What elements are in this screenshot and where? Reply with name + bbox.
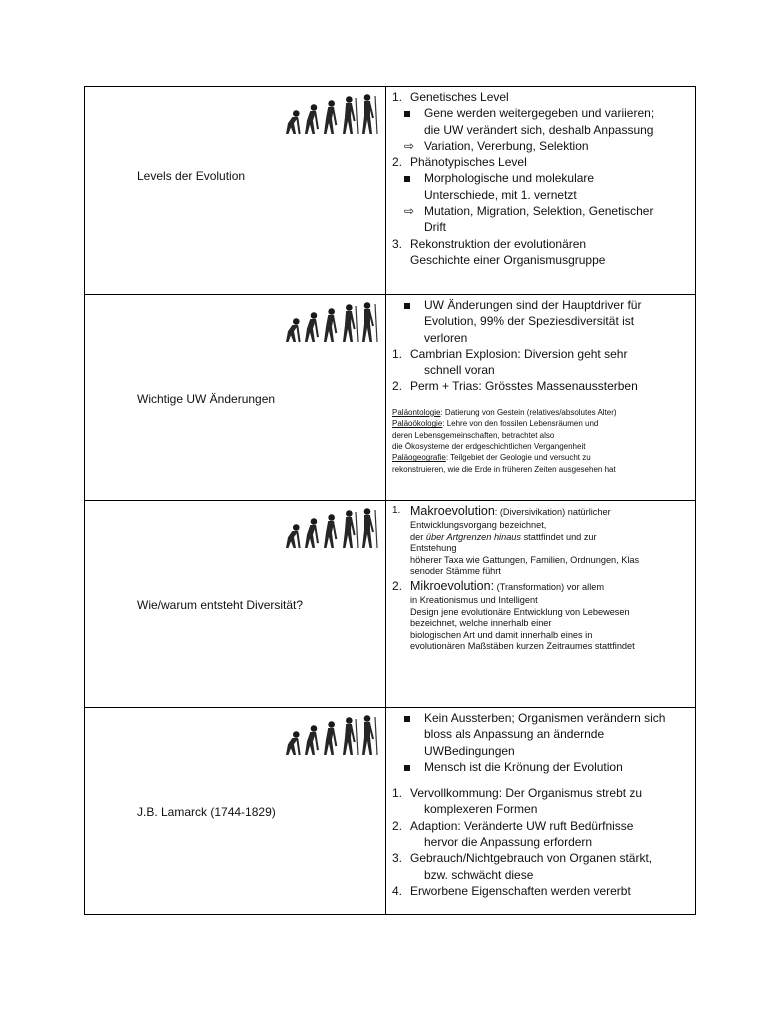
- list-text: bzw. schwächt diese: [424, 867, 534, 882]
- list-text: Unterschiede, mit 1. vernetzt: [424, 187, 577, 202]
- square-bullet-icon: [404, 297, 410, 313]
- card-topic-cell: [85, 708, 386, 915]
- glossary-line: [392, 441, 691, 452]
- evolution-icon: [283, 91, 379, 135]
- glossary-text: : Lehre von den fossilen Lebensräumen und: [442, 419, 599, 429]
- definition-line: biologischen Art und damit innerhalb eines in: [410, 629, 593, 640]
- glossary-text: deren Lebensgemeinschaften, betrachtet also: [392, 430, 555, 440]
- makro-title: Makroevolution: [410, 504, 495, 518]
- definition-line: evolutionären Maßstäben kurzen Zeitraumes stattfindet: [410, 641, 635, 652]
- list-number: 2.: [392, 155, 403, 170]
- list-item: [392, 801, 691, 817]
- hominid-figure-icon: [324, 100, 336, 134]
- card-row: [85, 295, 696, 501]
- glossary-line: [392, 464, 691, 475]
- arrow-bullet-icon: ⇨: [404, 138, 415, 153]
- list-item: [392, 313, 691, 329]
- list-text: Evolution, 99% der Speziesdiversität ist: [424, 314, 635, 329]
- card-content-cell: [386, 708, 696, 915]
- card-topic: Wie/warum entsteht Diversität?: [137, 598, 304, 612]
- glossary-term: Paläoökologie: [392, 419, 443, 429]
- card-content-cell: [386, 87, 696, 295]
- definition-line: bezeichnet, welche innerhalb einer: [410, 618, 552, 629]
- square-bullet-icon: [404, 710, 410, 726]
- list-item: [392, 297, 691, 313]
- evolution-icon: [283, 712, 379, 756]
- list-text: Gebrauch/Nichtgebrauch von Organen stärkt,: [410, 851, 653, 866]
- list-text: hervor die Anpassung erfordern: [424, 835, 593, 850]
- hominid-figure-icon: [305, 104, 318, 134]
- hominid-figure-icon: [362, 94, 377, 134]
- card-lines: [392, 89, 691, 268]
- list-item: [392, 710, 691, 726]
- list-item: [392, 818, 691, 834]
- card-row: [85, 708, 696, 915]
- card-topic: J.B. Lamarck (1744-1829): [137, 805, 276, 819]
- list-item: [392, 122, 691, 138]
- arrow-bullet-icon: ⇨: [404, 204, 415, 219]
- card-lines: [392, 710, 691, 899]
- list-number: 2.: [392, 379, 403, 394]
- glossary-line: [392, 407, 691, 418]
- list-item: [392, 503, 691, 520]
- card-row: [85, 87, 696, 295]
- list-item: [392, 330, 691, 346]
- italic-phrase: über Artgrenzen hinaus: [425, 531, 522, 542]
- hominid-figure-icon: [286, 524, 300, 548]
- hominid-figure-icon: [305, 518, 318, 548]
- square-bullet-icon: [404, 759, 410, 775]
- hominid-figure-icon: [286, 731, 300, 755]
- list-text: Mutation, Migration, Selektion, Genetischer: [424, 204, 654, 219]
- card-lines: [392, 297, 691, 395]
- list-text: verloren: [424, 330, 468, 345]
- list-number: 1.: [392, 346, 403, 361]
- list-item: [392, 105, 691, 121]
- list-text: Genetisches Level: [410, 90, 509, 104]
- definition-line: in Kreationismus und Intelligent: [410, 595, 538, 606]
- card-topic: Levels der Evolution: [137, 169, 246, 183]
- list-text: Drift: [424, 220, 446, 235]
- list-item: [392, 236, 691, 252]
- list-number: 1.: [392, 505, 401, 516]
- list-text: Geschichte einer Organismusgruppe: [410, 252, 606, 267]
- card-topic-cell: [85, 501, 386, 708]
- glossary-text: : Datierung von Gestein (relatives/absolutes Alter): [440, 407, 617, 417]
- glossary-term: Paläogeografie: [392, 453, 446, 463]
- hominid-figure-icon: [305, 725, 318, 755]
- list-item: [392, 850, 691, 866]
- list-number: 2.: [392, 578, 403, 593]
- list-number: 3.: [392, 236, 403, 251]
- list-item: [392, 834, 691, 850]
- mikro-lines: [392, 595, 691, 653]
- list-text: Gene werden weitergegeben und variieren;: [424, 106, 655, 121]
- list-text: Phänotypisches Level: [410, 155, 527, 170]
- card-content-cell: [386, 295, 696, 501]
- hominid-figure-icon: [305, 312, 318, 342]
- hominid-figure-icon: [343, 717, 358, 755]
- list-text: Cambrian Explosion: Diversion geht sehr: [410, 346, 628, 361]
- list-number: 1.: [392, 786, 403, 801]
- card-content-cell: [386, 501, 696, 708]
- hominid-figure-icon: [286, 318, 300, 342]
- list-text: Kein Aussterben; Organismen verändern sich: [424, 711, 666, 725]
- list-item: [392, 138, 691, 154]
- list-text: Perm + Trias: Grösstes Massenaussterben: [410, 379, 638, 394]
- square-bullet-icon: [404, 105, 410, 121]
- glossary-text: die Ökosysteme der erdgeschichtlichen Vergangenheit: [392, 442, 586, 451]
- definition-line: der über Artgrenzen hinaus stattfindet und zur: [410, 531, 597, 542]
- glossary: [392, 407, 691, 475]
- makro-lines: [392, 520, 691, 578]
- definition-line: Entwicklungsvorgang bezeichnet,: [410, 520, 547, 531]
- glossary-term: Paläontologie: [392, 407, 441, 417]
- list-number: 2.: [392, 818, 403, 833]
- list-item: [392, 154, 691, 170]
- list-text: Rekonstruktion der evolutionären: [410, 236, 587, 251]
- hominid-figure-icon: [324, 514, 336, 548]
- evolution-icon: [283, 299, 379, 343]
- square-bullet-icon: [404, 170, 410, 186]
- list-item: [392, 578, 691, 595]
- list-number: 1.: [392, 90, 403, 104]
- hominid-figure-icon: [362, 715, 377, 755]
- list-text: bloss als Anpassung an ändernde: [424, 727, 605, 742]
- list-text: UWBedingungen: [424, 743, 515, 758]
- list-text: Mensch ist die Krönung der Evolution: [424, 759, 623, 774]
- list-text: Erworbene Eigenschaften werden vererbt: [410, 883, 631, 898]
- list-number: 3.: [392, 851, 403, 866]
- hominid-figure-icon: [343, 96, 358, 134]
- list-item: [392, 219, 691, 235]
- mikro-desc: (Transformation) vor allem: [494, 581, 605, 592]
- list-item: [392, 378, 691, 394]
- hominid-figure-icon: [324, 721, 336, 755]
- list-text: Vervollkommung: Der Organismus strebt zu: [410, 786, 643, 801]
- hominid-figure-icon: [343, 304, 358, 342]
- hominid-figure-icon: [362, 508, 377, 548]
- list-item: [392, 726, 691, 742]
- glossary-line: [392, 418, 691, 429]
- flashcard-table: [84, 86, 696, 915]
- list-text: UW Änderungen sind der Hauptdriver für: [424, 298, 642, 312]
- list-text: schnell voran: [424, 363, 495, 378]
- spacer: [392, 775, 691, 785]
- glossary-line: [392, 452, 691, 463]
- definition-line: senoder Stämme führt: [410, 566, 501, 577]
- list-item: [392, 89, 691, 105]
- list-text: Variation, Vererbung, Selektion: [424, 138, 589, 153]
- list-text: komplexeren Formen: [424, 802, 538, 817]
- list-item: [392, 362, 691, 378]
- glossary-text: : Teilgebiet der Geologie und versucht zu: [445, 453, 591, 463]
- makro-desc: : (Diversivikation) natürlicher: [494, 507, 611, 517]
- hominid-figure-icon: [343, 510, 358, 548]
- hominid-figure-icon: [324, 308, 336, 342]
- list-item: [392, 170, 691, 186]
- list-item: [392, 759, 691, 775]
- hominid-figure-icon: [286, 110, 300, 134]
- list-text: die UW verändert sich, deshalb Anpassung: [424, 122, 654, 137]
- list-text: Morphologische und molekulare: [424, 171, 595, 186]
- list-item: [392, 252, 691, 268]
- card-topic-cell: [85, 295, 386, 501]
- glossary-text: rekonstruieren, wie die Erde in früheren Zeiten ausgesehen hat: [392, 464, 616, 474]
- list-item: [392, 743, 691, 759]
- list-item: [392, 883, 691, 899]
- card-topic-cell: [85, 87, 386, 295]
- list-item: [392, 785, 691, 801]
- list-item: [392, 346, 691, 362]
- definition-line: Entstehung: [410, 543, 457, 554]
- definition-line: höherer Taxa wie Gattungen, Familien, Ordnungen, Klas: [410, 554, 640, 565]
- card-row: [85, 501, 696, 708]
- list-number: 4.: [392, 883, 403, 898]
- definition-line: Design jene evolutionäre Entwicklung von Lebewesen: [410, 606, 630, 617]
- card-topic: Wichtige UW Änderungen: [137, 392, 276, 406]
- hominid-figure-icon: [362, 302, 377, 342]
- evolution-icon: [283, 505, 379, 549]
- list-item: [392, 867, 691, 883]
- list-item: [392, 187, 691, 203]
- mikro-title: Mikroevolution:: [410, 578, 495, 593]
- list-text: Adaption: Veränderte UW ruft Bedürfnisse: [410, 818, 634, 833]
- list-item: [392, 203, 691, 219]
- glossary-line: [392, 430, 691, 441]
